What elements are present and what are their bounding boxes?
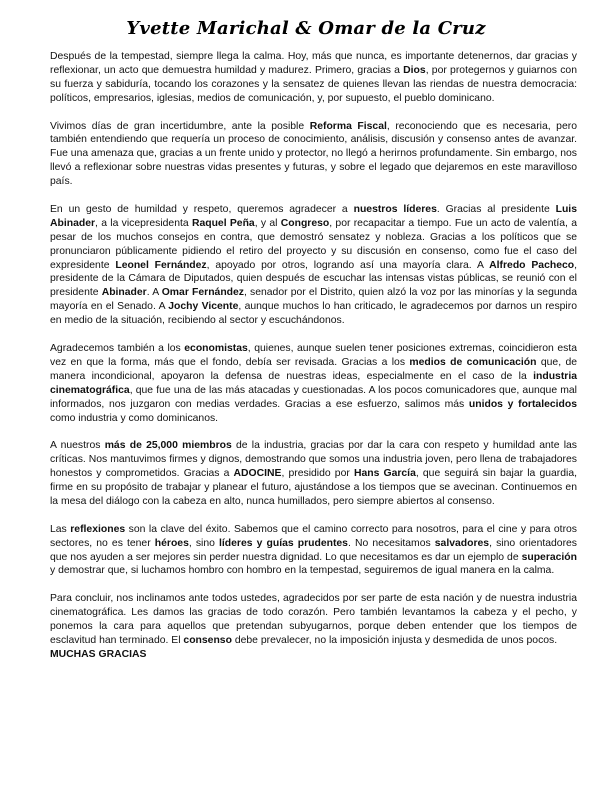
paragraph (50, 342, 577, 425)
paragraph (50, 50, 577, 106)
bold-text: consenso (183, 634, 232, 646)
bold-text: ADOCINE (233, 468, 282, 480)
paragraph (50, 203, 577, 328)
bold-text: Hans García (353, 468, 416, 480)
text-run: Agradecemos también a los (50, 342, 185, 354)
text-run: y demostrar que, si luchamos hombro con hombro en la tempestad, seguiremos de igual manera en la calma. (50, 565, 555, 577)
bold-text: líderes y guías prudentes (219, 537, 348, 549)
text-run: , apoyado por otros, logrando así una mayoría clara. A (206, 259, 490, 271)
bold-text: economistas (184, 342, 248, 354)
paragraph (50, 592, 577, 648)
text-run: A nuestros (50, 440, 105, 452)
text-run: En un gesto de humildad y respeto, queremos agradecer a (50, 203, 354, 215)
text-run: , senador por el Distrito, quien alzó la voz por las minorías y la segunda mayoría en el Senado. A (50, 287, 577, 313)
bold-text: medios de comunicación (409, 356, 537, 368)
text-run: . Gracias al presidente (436, 203, 556, 215)
text-run: , presidente de la Cámara de Diputados, quien después de escuchar las intensas vistas públicas, se reunió con el presidente (50, 259, 577, 299)
text-run: , y al (254, 217, 281, 229)
text-run: , que seguirá sin bajar la guardia, firme en su propósito de trabajar y planear el futuro, ajustándose a los tiempos que se avecinan. Continuemos en la mesa del diálogo con la cabeza en alto, nunca humillados, pero siempre abiertos al consenso. (50, 468, 578, 507)
text-run: como industria y como dominicanos. (50, 412, 219, 424)
text-run: debe prevalecer, no la imposición injusta y desmedida de unos pocos. (231, 634, 558, 646)
bold-text: Raquel Peña (191, 217, 255, 229)
paragraph (50, 523, 577, 579)
text-run: , quienes, aunque suelen tener posiciones extremas, coincidieron esta vez en que la forma, más que el fondo, debía ser revisada. Gracias a los (50, 342, 577, 368)
closing-line: MUCHAS GRACIAS (50, 648, 147, 660)
bold-text: Omar Fernández (161, 287, 244, 299)
text-run: de la industria, gracias por dar la cara con respeto y humildad ante las críticas. Nos mantuvimos firmes y dignos, demostrando que somos una industria joven, pero llena de trabajadores honestos y comprometidos. Gracias a (50, 440, 577, 480)
text-run: , sino orientadores que nos ayuden a ser mejores sin perder nuestra dignidad. Lo que necesitamos es dar un ejemplo de (50, 537, 578, 563)
text-run: , aunque muchos lo han criticado, le agradecemos por darnos un respiro en medio de la situación, recibiendo al sector y escuchándonos. (50, 301, 577, 327)
bold-text: industria cinematográfica (50, 370, 577, 396)
bold-text: reflexiones (70, 523, 126, 535)
bold-text: superación (521, 551, 577, 563)
bold-text: Abinader (101, 287, 147, 299)
text-run: , por recapacitar a tiempo. Fue un acto de valentía, a pesar de los muchos consejos en contra, que demostró sensatez y nobleza. Gracias a los políticos que se pronunciaron públicamente pidiendo el retiro del proyecto y su discusión en consenso, como fue el caso del expresidente (50, 217, 577, 271)
text-run: , sino (188, 537, 220, 549)
text-run: , presidido por (281, 468, 354, 480)
document-body (50, 50, 577, 676)
text-run: Después de la tempestad, siempre llega la calma. Hoy, más que nunca, es importante detenernos, dar gracias y reflexionar, un acto que demuestra humildad y madurez. Primero, gracias a (50, 51, 577, 76)
text-run: Las (50, 523, 71, 535)
paragraph (50, 120, 577, 190)
paragraph (50, 439, 577, 509)
bold-text: Reforma Fiscal (309, 120, 387, 132)
text-run: , reconociendo que es necesaria, pero también entendiendo que requería un proceso de conocimiento, análisis, discusión y consenso antes de avanzar. Fue una amenaza que, gracias a un frente unido y protector, no llegó a herirnos profundamente. Sin embargo, nos llevó a reflexionar sobre nuestras vidas presentes y futuras, y sobre el legado que dejaremos en este maravilloso país. (50, 120, 577, 188)
text-run: . No necesitamos (347, 537, 435, 549)
bold-text: más de 25,000 miembros (104, 440, 232, 452)
bold-text: Leonel Fernández (115, 259, 207, 271)
bold-text: Jochy Vicente (168, 301, 239, 313)
text-run: Para concluir, nos inclinamos ante todos ustedes, agradecidos por ser parte de esta nación y de nuestra industria cinematográfica. Les damos las gracias de todo corazón. Pero también levantamos la cabeza y el pecho, y ponemos la cara para aquellos que pretendan subyugarnos, porque deben entender que los tiempos de esclavitud han terminado. El (50, 593, 577, 646)
bold-text: Alfredo Pacheco (489, 259, 575, 271)
text-run: son la clave del éxito. Sabemos que el camino correcto para nosotros, para el cine y para otros sectores, no es tener (50, 523, 578, 549)
bold-text: Luis Abinader (50, 203, 577, 229)
bold-text: Congreso (280, 217, 330, 229)
text-run: Vivimos días de gran incertidumbre, ante la posible (50, 120, 310, 132)
text-run: . A (146, 287, 162, 299)
bold-text: héroes (154, 537, 189, 549)
bold-text: unidos y fortalecidos (468, 398, 577, 410)
text-run: , a la vicepresidenta (95, 217, 192, 229)
bold-text: Dios (403, 64, 426, 76)
bold-text: salvadores (434, 537, 490, 549)
bold-text: nuestros líderes (353, 203, 437, 215)
text-run: , por protegernos y guiarnos con su fuerza y sabiduría, tocando los corazones y la sensatez de quienes llevan las riendas de nuestra democracia: políticos, empresarios, iglesias, medios de comunicación, y, por supuesto, el pueblo dominicano. (50, 64, 577, 104)
document-title: Yvette Marichal & Omar de la Cruz (126, 18, 486, 39)
text-run: , que fue una de las más atacadas y cuestionadas. A los pocos comunicadores que, aunque mal informados, nos juzgaron con medias verdades. Gracias a ese esfuerzo, salimos más (50, 384, 577, 410)
text-run: que, de manera incondicional, apoyaron la defensa de nuestras ideas, especialmente en el caso de la (50, 356, 578, 382)
